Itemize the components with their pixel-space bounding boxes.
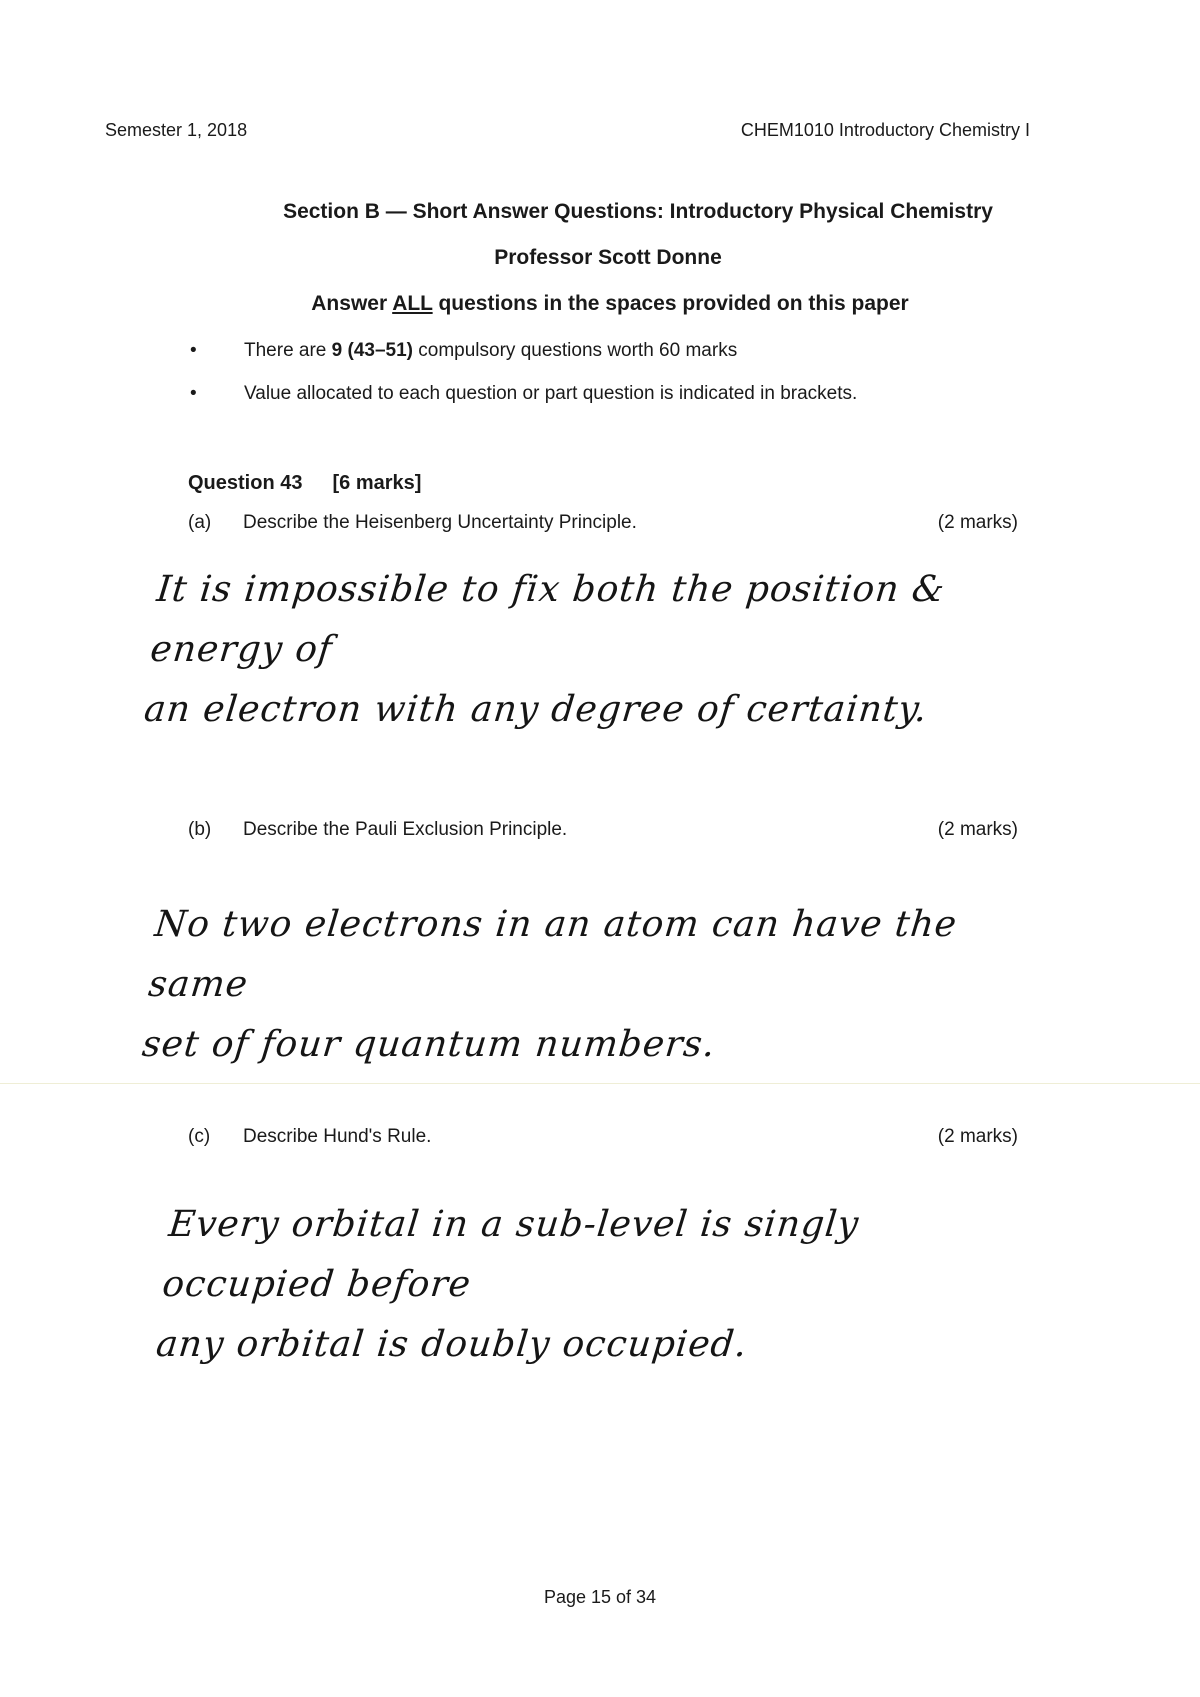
part-c-prompt: Describe Hund's Rule.	[243, 1126, 432, 1147]
page-number	[0, 1587, 1200, 1608]
part-a-prompt: Describe the Heisenberg Uncertainty Principle.	[243, 512, 637, 533]
professor-name: Professor Scott Donne	[494, 246, 722, 269]
instruction-suffix: questions in the spaces provided on this paper	[432, 292, 909, 315]
bullet-question-count	[190, 340, 737, 362]
instruction-line	[10, 292, 1200, 316]
bullet-1-suffix: compulsory questions worth 60 marks	[413, 340, 738, 361]
instruction-emphasis: ALL	[392, 292, 433, 315]
part-a	[188, 512, 1018, 534]
part-b-answer-line-2: set of four quantum numbers.	[140, 1024, 718, 1065]
part-b-handwritten-answer	[139, 895, 1018, 1075]
part-b-label: (b)	[188, 819, 212, 840]
bullet-marker: •	[190, 340, 197, 361]
part-a-marks: (2 marks)	[937, 512, 1018, 533]
part-a-handwritten-answer	[141, 560, 1020, 740]
part-b-answer-line-1: No two electrons in an atom can have the same	[146, 904, 960, 1005]
question-marks: [6 marks]	[332, 472, 422, 494]
bullet-1-bold: 9 (43–51)	[331, 340, 413, 361]
part-a-answer-line-2: an electron with any degree of certainty.	[142, 689, 930, 730]
part-c-label: (c)	[188, 1126, 211, 1147]
part-c-handwritten-answer	[153, 1195, 1032, 1375]
question-heading	[188, 472, 421, 495]
part-c	[188, 1126, 1018, 1148]
bullet-value-allocation	[190, 383, 857, 405]
bullet-2-text: Value allocated to each question or part question is indicated in brackets.	[244, 383, 858, 404]
instruction-prefix: Answer	[311, 292, 393, 315]
bullet-1-prefix: There are	[244, 340, 332, 361]
scan-divider	[0, 1083, 1200, 1084]
header-semester: Semester 1, 2018	[105, 120, 248, 140]
part-a-label: (a)	[188, 512, 212, 533]
part-c-marks: (2 marks)	[937, 1126, 1018, 1147]
part-b	[188, 819, 1018, 841]
bullet-marker: •	[190, 383, 197, 404]
part-b-marks: (2 marks)	[937, 819, 1018, 840]
page-number-text: Page 15 of 34	[543, 1587, 657, 1607]
part-c-answer-line-1: Every orbital in a sub-level is singly occupied before	[160, 1204, 862, 1305]
question-title: Question 43	[188, 472, 303, 494]
part-a-answer-line-1: It is impossible to fix both the position & energy of	[148, 569, 948, 670]
header-course: CHEM1010 Introductory Chemistry I	[740, 120, 1030, 140]
part-c-answer-line-2: any orbital is doubly occupied.	[154, 1324, 750, 1365]
part-b-prompt: Describe the Pauli Exclusion Principle.	[243, 819, 568, 840]
section-title: Section B — Short Answer Questions: Introductory Physical Chemistry	[283, 200, 993, 223]
